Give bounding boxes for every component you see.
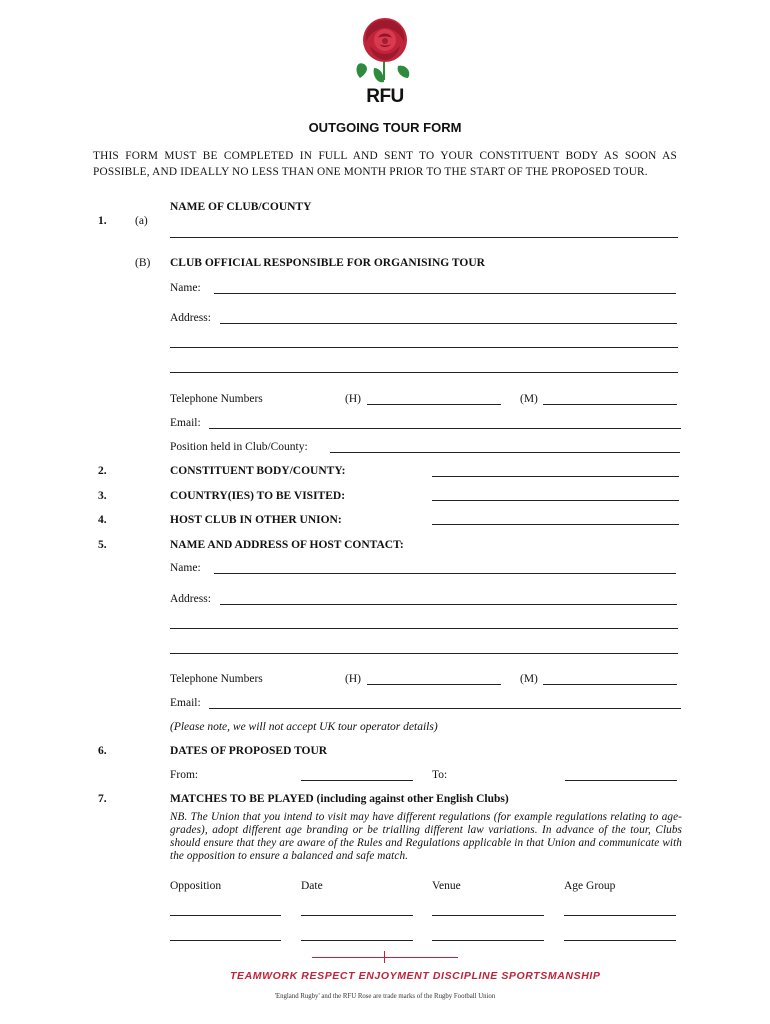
constituent-body-label: CONSTITUENT BODY/COUNTY: [170, 465, 346, 477]
official-home-label: (H) [345, 393, 361, 405]
official-mobile-phone-field[interactable] [543, 404, 677, 405]
official-mobile-label: (M) [520, 393, 538, 405]
countries-label: COUNTRY(IES) TO BE VISITED: [170, 490, 346, 502]
match-2-date-field[interactable] [301, 940, 413, 941]
form-title: OUTGOING TOUR FORM [308, 120, 462, 135]
countries-field[interactable] [432, 500, 679, 501]
intro-text: THIS FORM MUST BE COMPLETED IN FULL AND SENT TO YOUR CONSTITUENT BODY AS SOON AS POSSIBLE, AND IDEALLY NO LESS THAN ONE MONTH PRIOR TO THE START OF THE PROPOSED TOUR. [93, 150, 677, 178]
section-7-number: 7. [98, 793, 107, 805]
section-5-number: 5. [98, 539, 107, 551]
rfu-logo-text: RFU [366, 86, 404, 107]
host-club-label: HOST CLUB IN OTHER UNION: [170, 514, 342, 526]
match-2-opposition-field[interactable] [170, 940, 281, 941]
rose-icon [350, 12, 420, 86]
official-position-field[interactable] [330, 452, 680, 453]
host-email-label: Email: [170, 697, 201, 709]
official-name-field[interactable] [214, 293, 676, 294]
to-date-field[interactable] [565, 780, 677, 781]
match-2-age-group-field[interactable] [564, 940, 676, 941]
host-name-field[interactable] [214, 573, 676, 574]
tour-operator-note: (Please note, we will not accept UK tour operator details) [170, 721, 438, 733]
host-home-phone-field[interactable] [367, 684, 501, 685]
club-official-heading: CLUB OFFICIAL RESPONSIBLE FOR ORGANISING TOUR [170, 257, 485, 269]
constituent-body-field[interactable] [432, 476, 679, 477]
regulations-note: NB. The Union that you intend to visit may have different regulations (for example regulations relating to age-grades), adopt different age branding or be trialling different law variations. In advance of the tour, Clubs should ensure that they are aware of the Rules and Regulations applicable in that Union and communicate with the opposition to ensure a balanced and safe match. [170, 811, 682, 862]
trademark-notice: 'England Rugby' and the RFU Rose are trade marks of the Rugby Football Union [274, 993, 496, 1000]
official-address-label: Address: [170, 312, 211, 324]
match-1-venue-field[interactable] [432, 915, 544, 916]
club-county-heading: NAME OF CLUB/COUNTY [170, 201, 312, 213]
match-1-age-group-field[interactable] [564, 915, 676, 916]
host-address-label: Address: [170, 593, 211, 605]
section-4-number: 4. [98, 514, 107, 526]
section-1b-label: (B) [135, 257, 151, 269]
column-date: Date [301, 880, 323, 892]
official-email-field[interactable] [209, 428, 681, 429]
footer-divider-tick [384, 951, 385, 963]
from-date-field[interactable] [301, 780, 413, 781]
official-home-phone-field[interactable] [367, 404, 501, 405]
official-address-field-2[interactable] [170, 347, 678, 348]
official-email-label: Email: [170, 417, 201, 429]
host-mobile-phone-field[interactable] [543, 684, 677, 685]
official-address-field-1[interactable] [220, 323, 677, 324]
host-name-label: Name: [170, 562, 201, 574]
host-address-field-1[interactable] [220, 604, 677, 605]
section-2-number: 2. [98, 465, 107, 477]
section-1a-label: (a) [135, 215, 148, 227]
column-opposition: Opposition [170, 880, 222, 892]
rfu-rose-logo [350, 12, 420, 86]
host-contact-heading: NAME AND ADDRESS OF HOST CONTACT: [170, 539, 404, 551]
section-1-number: 1. [98, 215, 107, 227]
official-telephone-label: Telephone Numbers [170, 393, 263, 405]
core-values-strip: TEAMWORK RESPECT ENJOYMENT DISCIPLINE SPORTSMANSHIP [230, 970, 601, 982]
match-2-venue-field[interactable] [432, 940, 544, 941]
column-age-group: Age Group [564, 880, 616, 892]
matches-heading: MATCHES TO BE PLAYED (including against other English Clubs) [170, 793, 509, 805]
host-club-field[interactable] [432, 524, 679, 525]
column-venue: Venue [432, 880, 461, 892]
host-mobile-label: (M) [520, 673, 538, 685]
section-6-number: 6. [98, 745, 107, 757]
match-1-date-field[interactable] [301, 915, 413, 916]
from-label: From: [170, 769, 199, 781]
official-address-field-3[interactable] [170, 372, 678, 373]
official-name-label: Name: [170, 282, 201, 294]
tour-dates-heading: DATES OF PROPOSED TOUR [170, 745, 328, 757]
match-1-opposition-field[interactable] [170, 915, 281, 916]
club-county-field[interactable] [170, 237, 678, 238]
section-3-number: 3. [98, 490, 107, 502]
official-position-label: Position held in Club/County: [170, 441, 308, 453]
host-address-field-3[interactable] [170, 653, 678, 654]
footer-divider [312, 957, 458, 958]
to-label: To: [432, 769, 448, 781]
host-email-field[interactable] [209, 708, 681, 709]
host-home-label: (H) [345, 673, 361, 685]
host-address-field-2[interactable] [170, 628, 678, 629]
host-telephone-label: Telephone Numbers [170, 673, 263, 685]
